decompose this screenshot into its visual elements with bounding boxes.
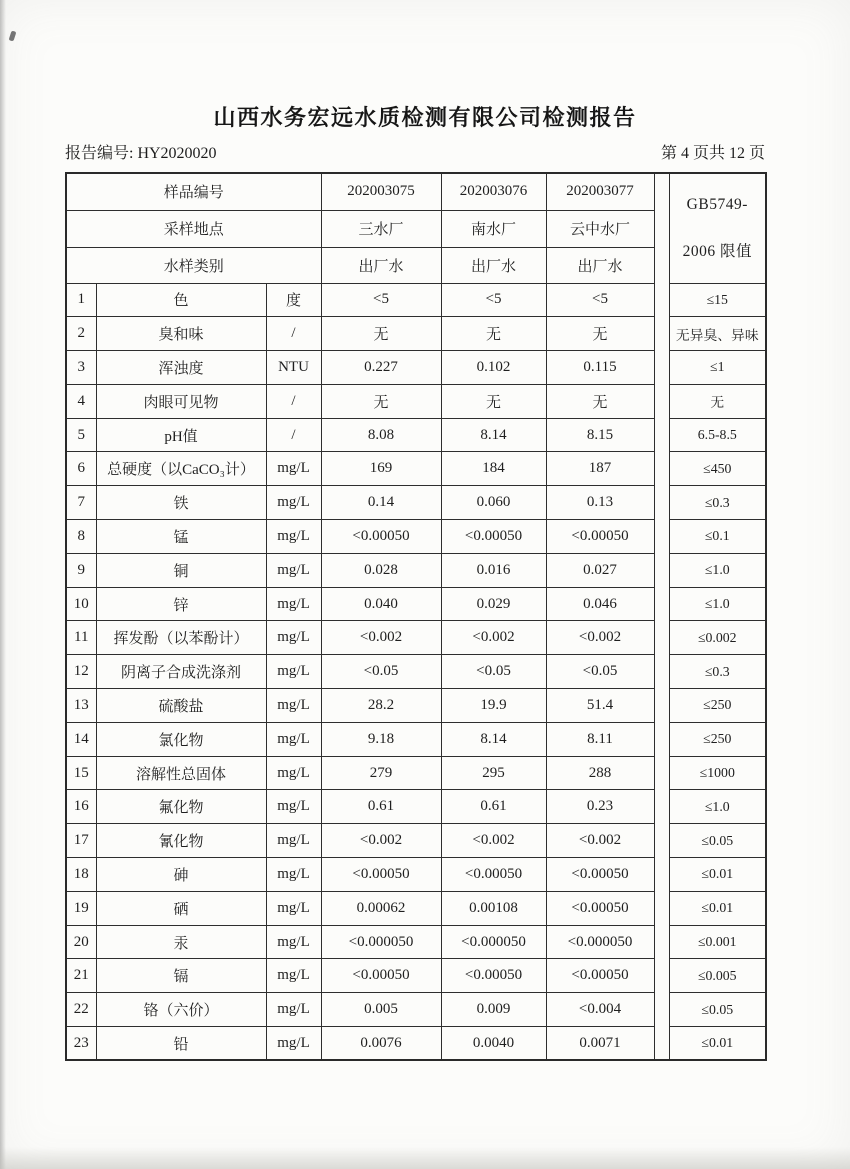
param-name-cell: 总硬度（以CaCO₃计）: [96, 452, 266, 486]
sample-id-cell: 202003077: [546, 173, 654, 210]
param-name-cell: 铅: [96, 1027, 266, 1061]
value-cell: 无: [546, 384, 654, 418]
param-name-cell: 铁: [96, 486, 266, 520]
value-cell: 9.18: [321, 722, 441, 756]
row-no-cell: 9: [66, 553, 96, 587]
param-name-cell: 锰: [96, 520, 266, 554]
value-cell: 0.14: [321, 486, 441, 520]
value-cell: 28.2: [321, 689, 441, 723]
limit-cell: 无: [669, 384, 766, 418]
limit-cell: ≤0.002: [669, 621, 766, 655]
unit-cell: mg/L: [266, 722, 321, 756]
unit-cell: mg/L: [266, 858, 321, 892]
value-cell: 8.11: [546, 722, 654, 756]
value-cell: 0.61: [321, 790, 441, 824]
unit-cell: /: [266, 384, 321, 418]
value-cell: <0.05: [321, 655, 441, 689]
unit-cell: mg/L: [266, 1027, 321, 1061]
value-cell: 无: [441, 384, 546, 418]
value-cell: 0.115: [546, 351, 654, 385]
type-label-cell: 水样类别: [66, 247, 321, 283]
value-cell: 0.060: [441, 486, 546, 520]
limit-header-line1: GB5749-: [686, 195, 748, 213]
param-name-cell: 氯化物: [96, 722, 266, 756]
report-meta: [65, 140, 765, 163]
value-cell: <0.00050: [546, 891, 654, 925]
unit-cell: mg/L: [266, 790, 321, 824]
value-cell: <0.05: [546, 655, 654, 689]
scan-artifact-speck: [9, 30, 17, 41]
value-cell: 288: [546, 756, 654, 790]
limit-header-line2: 2006 限值: [682, 243, 752, 261]
limit-cell: ≤0.005: [669, 959, 766, 993]
value-cell: 51.4: [546, 689, 654, 723]
value-cell: <0.00050: [546, 959, 654, 993]
unit-cell: mg/L: [266, 925, 321, 959]
param-name-cell: pH值: [96, 418, 266, 452]
value-cell: <0.00050: [546, 520, 654, 554]
scan-bottom-shadow: [0, 1147, 850, 1169]
value-cell: 8.14: [441, 722, 546, 756]
row-no-cell: 8: [66, 520, 96, 554]
location-label-cell: 采样地点: [66, 210, 321, 247]
page-title: 山西水务宏远水质检测有限公司检测报告: [213, 105, 637, 130]
row-no-cell: 14: [66, 722, 96, 756]
unit-cell: NTU: [266, 351, 321, 385]
value-cell: 无: [546, 317, 654, 351]
value-cell: 0.23: [546, 790, 654, 824]
row-no-cell: 12: [66, 655, 96, 689]
unit-cell: mg/L: [266, 553, 321, 587]
value-cell: <5: [321, 283, 441, 317]
sample-id-label-cell: 样品编号: [66, 173, 321, 210]
value-cell: 无: [441, 317, 546, 351]
row-no-cell: 4: [66, 384, 96, 418]
unit-cell: /: [266, 317, 321, 351]
limit-cell: ≤1000: [669, 756, 766, 790]
value-cell: 0.0076: [321, 1027, 441, 1061]
value-cell: <0.000050: [546, 925, 654, 959]
row-no-cell: 5: [66, 418, 96, 452]
spacer-column: [654, 173, 669, 1060]
value-cell: <5: [441, 283, 546, 317]
location-cell: 云中水厂: [546, 210, 654, 247]
value-cell: 无: [321, 384, 441, 418]
row-no-cell: 18: [66, 858, 96, 892]
param-name-cell: 汞: [96, 925, 266, 959]
param-name-cell: 溶解性总固体: [96, 756, 266, 790]
unit-cell: mg/L: [266, 824, 321, 858]
limit-cell: ≤1.0: [669, 587, 766, 621]
param-name-cell: 色: [96, 283, 266, 317]
value-cell: 0.0071: [546, 1027, 654, 1061]
row-no-cell: 22: [66, 993, 96, 1027]
value-cell: <0.000050: [441, 925, 546, 959]
param-name-cell: 浑浊度: [96, 351, 266, 385]
row-no-cell: 16: [66, 790, 96, 824]
value-cell: 0.009: [441, 993, 546, 1027]
limit-cell: 无异臭、异味: [669, 317, 766, 351]
location-cell: 三水厂: [321, 210, 441, 247]
value-cell: 无: [321, 317, 441, 351]
value-cell: 0.61: [441, 790, 546, 824]
limit-cell: ≤450: [669, 452, 766, 486]
param-name-cell: 硒: [96, 891, 266, 925]
value-cell: 0.00062: [321, 891, 441, 925]
row-no-cell: 2: [66, 317, 96, 351]
page-number-indicator: 第 4 页共 12 页: [660, 145, 765, 162]
value-cell: 184: [441, 452, 546, 486]
value-cell: 169: [321, 452, 441, 486]
value-cell: 279: [321, 756, 441, 790]
value-cell: <0.00050: [321, 858, 441, 892]
param-name-cell: 锌: [96, 587, 266, 621]
value-cell: 8.08: [321, 418, 441, 452]
limit-cell: ≤0.1: [669, 520, 766, 554]
row-no-cell: 3: [66, 351, 96, 385]
header-row-sample-id: [66, 173, 766, 210]
limit-cell: 6.5-8.5: [669, 418, 766, 452]
scan-edge-shadow: [0, 0, 6, 1169]
value-cell: <5: [546, 283, 654, 317]
value-cell: <0.002: [321, 824, 441, 858]
limit-cell: ≤1.0: [669, 790, 766, 824]
row-no-cell: 10: [66, 587, 96, 621]
location-cell: 南水厂: [441, 210, 546, 247]
value-cell: <0.00050: [321, 959, 441, 993]
limit-cell: ≤0.01: [669, 1027, 766, 1061]
value-cell: <0.002: [441, 824, 546, 858]
value-cell: <0.00050: [441, 520, 546, 554]
value-cell: 295: [441, 756, 546, 790]
unit-cell: mg/L: [266, 959, 321, 993]
param-name-cell: 氰化物: [96, 824, 266, 858]
param-name-cell: 氟化物: [96, 790, 266, 824]
limit-cell: ≤0.01: [669, 891, 766, 925]
type-cell: 出厂水: [441, 247, 546, 283]
unit-cell: mg/L: [266, 756, 321, 790]
value-cell: <0.002: [546, 824, 654, 858]
unit-cell: 度: [266, 283, 321, 317]
unit-cell: mg/L: [266, 891, 321, 925]
value-cell: 0.029: [441, 587, 546, 621]
row-no-cell: 6: [66, 452, 96, 486]
limit-cell: ≤250: [669, 722, 766, 756]
results-table: [65, 172, 767, 1061]
row-no-cell: 20: [66, 925, 96, 959]
results-tbody: [66, 173, 766, 1060]
value-cell: 0.102: [441, 351, 546, 385]
param-name-cell: 镉: [96, 959, 266, 993]
unit-cell: mg/L: [266, 621, 321, 655]
row-no-cell: 11: [66, 621, 96, 655]
value-cell: 0.13: [546, 486, 654, 520]
value-cell: 0.0040: [441, 1027, 546, 1061]
row-no-cell: 15: [66, 756, 96, 790]
unit-cell: /: [266, 418, 321, 452]
value-cell: 0.00108: [441, 891, 546, 925]
limit-column-header: [669, 173, 766, 283]
sample-id-cell: 202003076: [441, 173, 546, 210]
sample-id-cell: 202003075: [321, 173, 441, 210]
row-no-cell: 17: [66, 824, 96, 858]
value-cell: 0.027: [546, 553, 654, 587]
value-cell: 0.040: [321, 587, 441, 621]
value-cell: 8.15: [546, 418, 654, 452]
value-cell: 0.227: [321, 351, 441, 385]
row-no-cell: 21: [66, 959, 96, 993]
limit-cell: ≤0.05: [669, 824, 766, 858]
value-cell: <0.05: [441, 655, 546, 689]
unit-cell: mg/L: [266, 452, 321, 486]
value-cell: 0.005: [321, 993, 441, 1027]
value-cell: <0.00050: [441, 858, 546, 892]
value-cell: <0.00050: [441, 959, 546, 993]
value-cell: <0.002: [441, 621, 546, 655]
limit-cell: ≤15: [669, 283, 766, 317]
param-name-cell: 铜: [96, 553, 266, 587]
param-name-cell: 砷: [96, 858, 266, 892]
row-no-cell: 23: [66, 1027, 96, 1061]
value-cell: <0.004: [546, 993, 654, 1027]
limit-cell: ≤0.05: [669, 993, 766, 1027]
value-cell: 187: [546, 452, 654, 486]
type-cell: 出厂水: [546, 247, 654, 283]
limit-cell: ≤0.3: [669, 486, 766, 520]
value-cell: <0.00050: [321, 520, 441, 554]
limit-cell: ≤0.01: [669, 858, 766, 892]
row-no-cell: 7: [66, 486, 96, 520]
param-name-cell: 挥发酚（以苯酚计）: [96, 621, 266, 655]
param-name-cell: 硫酸盐: [96, 689, 266, 723]
value-cell: <0.00050: [546, 858, 654, 892]
limit-cell: ≤1: [669, 351, 766, 385]
param-name-cell: 臭和味: [96, 317, 266, 351]
unit-cell: mg/L: [266, 689, 321, 723]
unit-cell: mg/L: [266, 993, 321, 1027]
report-number: 报告编号: HY2020020: [65, 145, 217, 162]
value-cell: <0.002: [321, 621, 441, 655]
limit-cell: ≤1.0: [669, 553, 766, 587]
value-cell: 19.9: [441, 689, 546, 723]
unit-cell: mg/L: [266, 587, 321, 621]
unit-cell: mg/L: [266, 520, 321, 554]
unit-cell: mg/L: [266, 486, 321, 520]
limit-cell: ≤0.3: [669, 655, 766, 689]
unit-cell: mg/L: [266, 655, 321, 689]
limit-cell: ≤250: [669, 689, 766, 723]
limit-cell: ≤0.001: [669, 925, 766, 959]
param-name-cell: 铬（六价）: [96, 993, 266, 1027]
value-cell: 8.14: [441, 418, 546, 452]
row-no-cell: 1: [66, 283, 96, 317]
value-cell: 0.016: [441, 553, 546, 587]
value-cell: 0.046: [546, 587, 654, 621]
value-cell: <0.002: [546, 621, 654, 655]
param-name-cell: 阴离子合成洗涤剂: [96, 655, 266, 689]
value-cell: 0.028: [321, 553, 441, 587]
param-name-cell: 肉眼可见物: [96, 384, 266, 418]
value-cell: <0.000050: [321, 925, 441, 959]
row-no-cell: 13: [66, 689, 96, 723]
row-no-cell: 19: [66, 891, 96, 925]
type-cell: 出厂水: [321, 247, 441, 283]
